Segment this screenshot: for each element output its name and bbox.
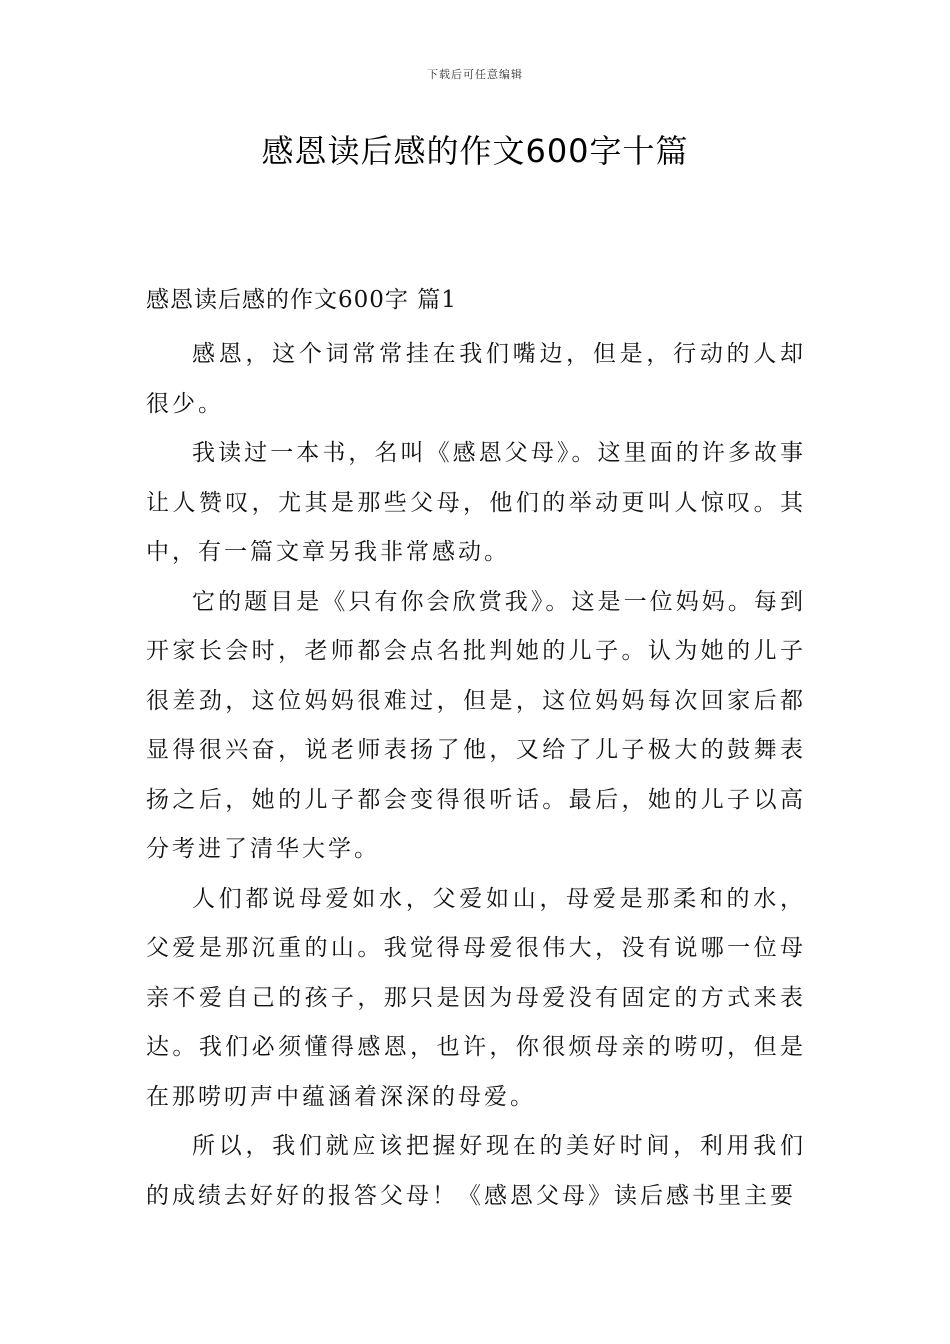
header-note: 下载后可任意编辑	[427, 68, 523, 81]
paragraph-5: 所以，我们就应该把握好现在的美好时间，利用我们的成绩去好好的报答父母！《感恩父母》读后感书里主要	[146, 1133, 806, 1209]
paragraph-2: 我读过一本书，名叫《感恩父母》。这里面的许多故事让人赞叹，尤其是那些父母，他们的举动更叫人惊叹。其中，有一篇文章另我非常感动。	[146, 440, 806, 565]
paragraph-3: 它的题目是《只有你会欣赏我》。这是一位妈妈。每到开家长会时，老师都会点名批判她的儿子。认为她的儿子很差劲，这位妈妈很难过，但是，这位妈妈每次回家后都显得很兴奋，说老师表扬了他，又给了儿子极大的鼓舞表扬之后，她的儿子都会变得很听话。最后，她的儿子以高分考进了清华大学。	[146, 588, 806, 862]
document-title: 感恩读后感的作文600字十篇	[261, 132, 689, 170]
document-body	[146, 280, 806, 1221]
section-heading: 感恩读后感的作文600字 篇1	[146, 287, 457, 313]
paragraph-4: 人们都说母爱如水，父爱如山，母爱是那柔和的水，父爱是那沉重的山。我觉得母爱很伟大，没有说哪一位母亲不爱自己的孩子，那只是因为母爱没有固定的方式来表达。我们必须懂得感恩，也许，你很烦母亲的唠叨，但是在那唠叨声中蕴涵着深深的母爱。	[146, 885, 806, 1110]
paragraph-1: 感恩，这个词常常挂在我们嘴边，但是，行动的人却很少。	[146, 341, 806, 417]
